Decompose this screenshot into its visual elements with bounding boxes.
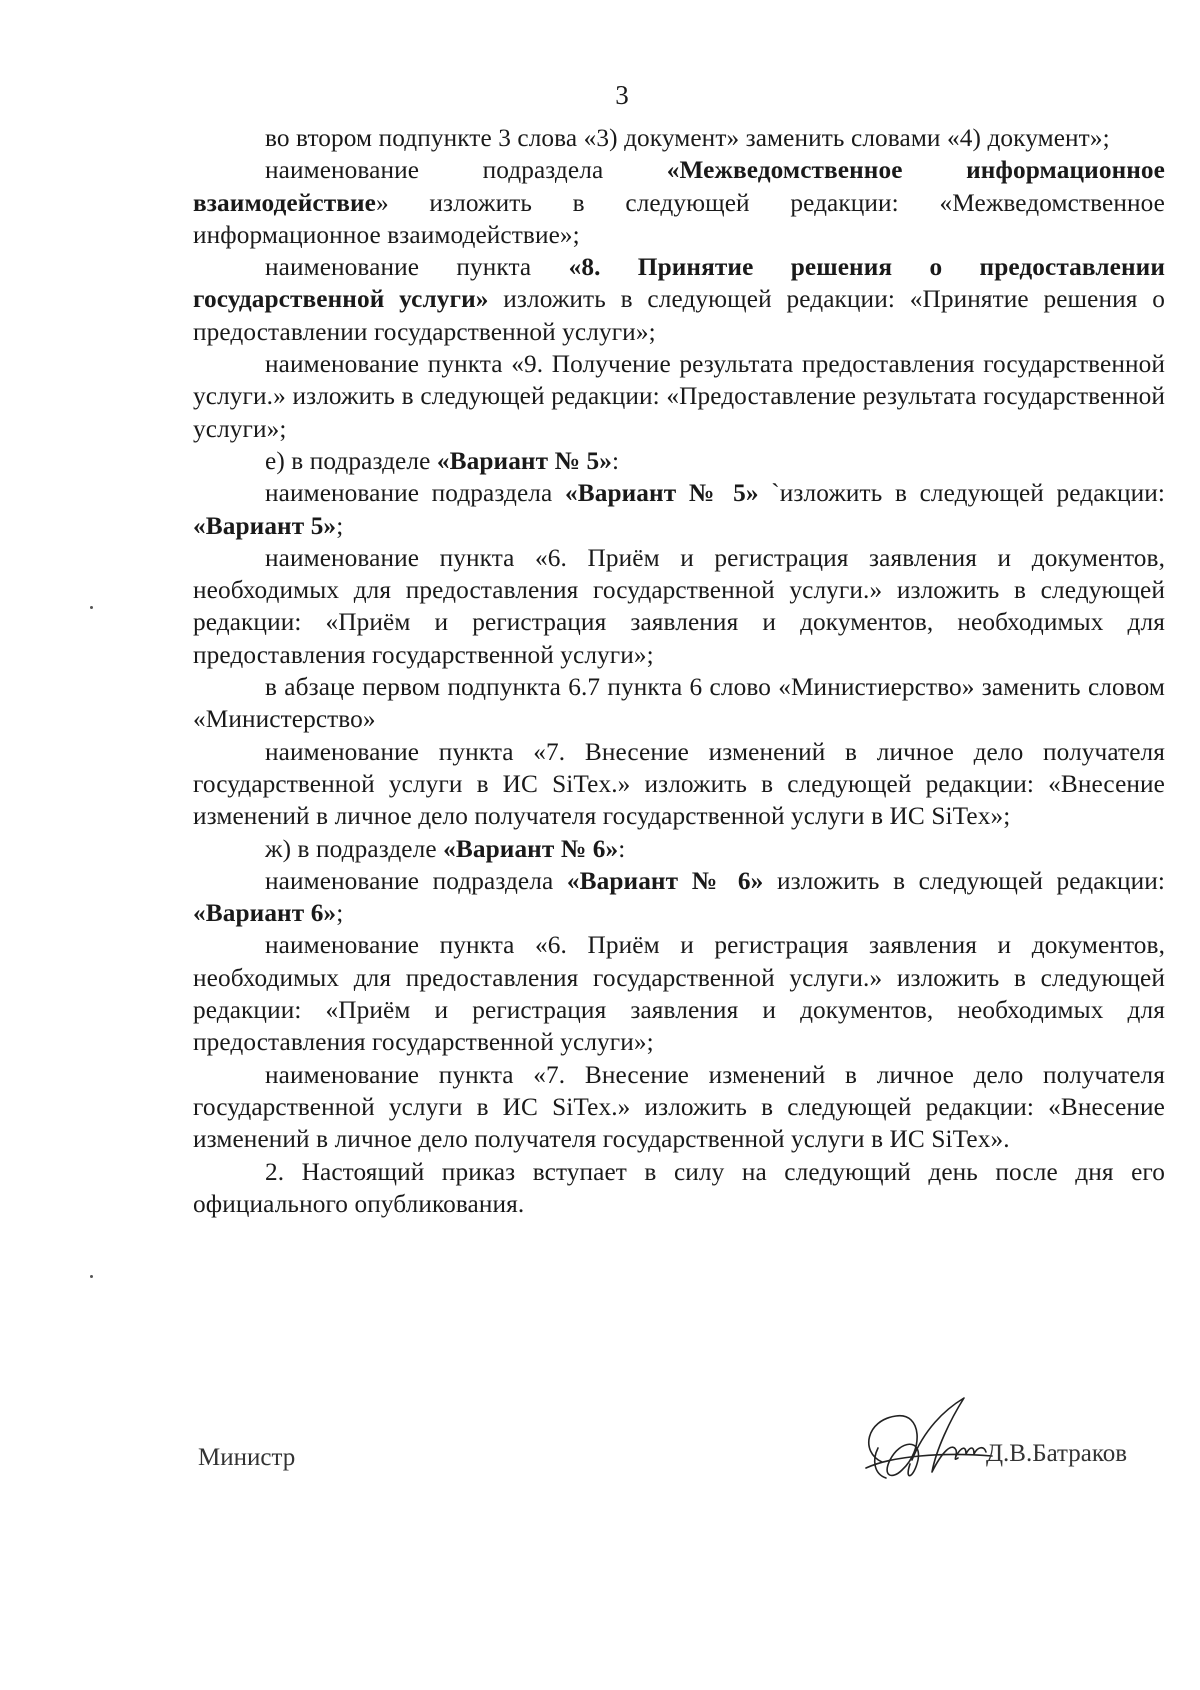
paragraph: [193, 736, 1165, 833]
scan-speck: [90, 1275, 93, 1278]
text-run: » изложить в следующей редакции: «Межведомственное информационное взаимодействие»;: [193, 188, 1165, 249]
paragraph: [193, 445, 1165, 477]
signer-name: Д.В.Батраков: [986, 1440, 1128, 1467]
paragraph: [193, 929, 1165, 1058]
text-run: `изложить в следующей редакции:: [758, 479, 1165, 508]
page-number: 3: [615, 80, 629, 110]
text-run: наименование подраздела: [265, 479, 565, 508]
paragraph: [193, 122, 1165, 154]
text-run: 2. Настоящий приказ вступает в силу на следующий день после дня его официального опубликования.: [193, 1157, 1165, 1218]
signature-block: [0, 1390, 1200, 1500]
text-run: :: [618, 834, 626, 863]
text-run: е) в подразделе: [265, 446, 437, 475]
paragraph: [193, 865, 1165, 930]
paragraph: [193, 1059, 1165, 1156]
paragraph: [193, 833, 1165, 865]
text-run: наименование пункта «9. Получение результата предоставления государственной услуги.» изложить в следующей редакции: «Предоставление результата государственной услуги»;: [193, 350, 1165, 443]
paragraph: [193, 1156, 1165, 1221]
scan-speck: [90, 606, 93, 609]
text-run: в абзаце первом подпункта 6.7 пункта 6 слово «Министиерство» заменить словом «Министерство»: [193, 673, 1165, 734]
text-run: наименование пункта «7. Внесение изменений в личное дело получателя государственной услуги в ИС SiTex.» изложить в следующей редакции: «Внесение изменений в личное дело получателя государственной услуги в ИС SiTex»;: [193, 737, 1165, 831]
text-run: ж) в подразделе: [265, 834, 444, 863]
paragraph: [193, 477, 1165, 542]
text-run: изложить в следующей редакции: «Принятие решения о предоставлении государственной услуги»;: [193, 285, 1165, 346]
text-run: ;: [336, 511, 344, 540]
bold-text-run: «Вариант № 5»: [564, 479, 759, 508]
bold-text-run: «Вариант № 5»: [436, 446, 613, 475]
text-run: наименование пункта «6. Приём и регистрация заявления и документов, необходимых для предоставления государственной услуги.» изложить в следующей редакции: «Приём и регистрация заявления и документов, необходимых для предоставления государственной услуги»;: [193, 543, 1165, 669]
paragraph: [193, 154, 1165, 251]
text-run: :: [612, 446, 620, 475]
bold-text-run: «8. Принятие решения о предоставлении государственной услуги»: [193, 253, 1165, 314]
signer-title: Министр: [198, 1444, 296, 1471]
bold-text-run: «Вариант № 6»: [566, 866, 764, 895]
text-run: наименование подраздела: [265, 866, 567, 895]
text-run: наименование подраздела: [265, 156, 667, 185]
bold-text-run: «Вариант 6»: [193, 899, 337, 928]
text-run: наименование пункта «7. Внесение изменений в личное дело получателя государственной услуги в ИС SiTex.» изложить в следующей редакции: «Внесение изменений в личное дело получателя государственной услуги в ИС SiTex».: [193, 1060, 1165, 1154]
document-body: [193, 122, 1165, 1220]
text-run: ;: [336, 899, 344, 928]
text-run: во втором подпункте 3 слова «3) документ» заменить словами «4) документ»;: [265, 124, 1110, 152]
paragraph: [193, 251, 1165, 348]
bold-text-run: «Межведомственное информационное взаимодействие: [193, 156, 1165, 217]
bold-text-run: «Вариант 5»: [193, 511, 337, 540]
paragraph: [193, 542, 1165, 671]
text-run: изложить в следующей редакции:: [763, 866, 1166, 895]
paragraph: [193, 671, 1165, 736]
bold-text-run: «Вариант № 6»: [443, 834, 619, 863]
text-run: наименование пункта «6. Приём и регистрация заявления и документов, необходимых для предоставления государственной услуги.» изложить в следующей редакции: «Приём и регистрация заявления и документов, необходимых для предоставления государственной услуги»;: [193, 931, 1165, 1057]
text-run: наименование пункта: [265, 253, 569, 282]
paragraph: [193, 348, 1165, 445]
